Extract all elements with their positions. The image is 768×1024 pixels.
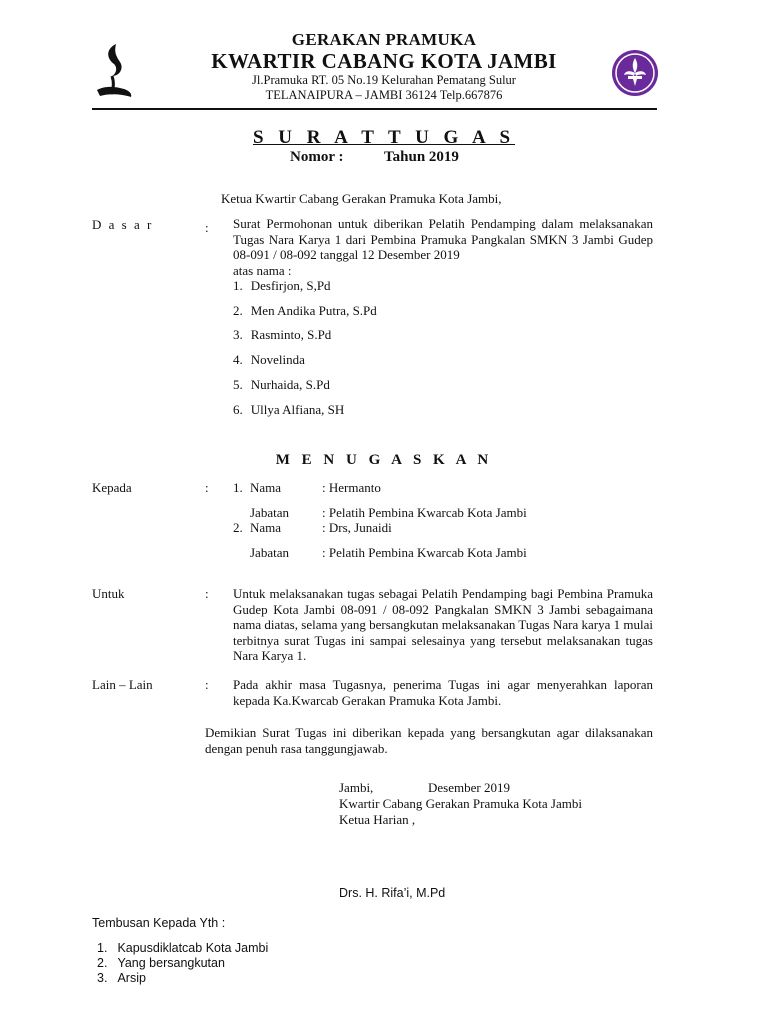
- dasar-label: D a s a r: [92, 217, 154, 232]
- right-logo: [611, 49, 659, 97]
- jabatan-value: : Pelatih Pembina Kwarcab Kota Jambi: [322, 545, 527, 560]
- dasar-text: Surat Permohonan untuk diberikan Pelatih Pendamping dalam melaksanakan Tugas Nara Karya 1 dari Pembina Pramuka Pangkalan SMKN 3 Jambi Gudep 08-091 / 08-092 tanggal 12 Desember 2019: [233, 216, 653, 262]
- name-list-item: 1. Desfirjon, S,Pd: [233, 278, 331, 293]
- nama-label: Nama: [250, 520, 282, 535]
- nama-value: : Drs, Junaidi: [322, 520, 392, 535]
- untuk-label: Untuk: [92, 586, 125, 601]
- nama-value: : Hermanto: [322, 480, 381, 495]
- atas-nama-label: atas nama :: [233, 263, 292, 278]
- closing-paragraph: Demikian Surat Tugas ini diberikan kepada yang bersangkutan agar dilaksanakan dengan penuh rasa tanggungjawab.: [205, 725, 653, 756]
- signature-org: Kwartir Cabang Gerakan Pramuka Kota Jambi: [339, 796, 582, 811]
- person-number: 2.: [233, 520, 243, 535]
- untuk-text: Untuk melaksanakan tugas sebagai Pelatih Pendamping bagi Pembina Pramuka Gudep Kota Jambi 08-091 / 08-092 Pangkalan SMKN 3 Jambi sebagaimana nama diatas, selama yang bersangkutan melaksanakan Tugas Nara karya 1 mulai terbitnya surat Tugas ini sampai selesainya yang tersebut melaksanakan tugas Nara Karya 1.: [233, 586, 653, 663]
- name-list-item: 3. Rasminto, S.Pd: [233, 327, 332, 342]
- jabatan-label: Jabatan: [250, 545, 289, 560]
- tembusan-item: 2. Yang bersangkutan: [97, 956, 225, 970]
- nama-label: Nama: [250, 480, 282, 495]
- nomor-label: Nomor :: [290, 149, 344, 165]
- address-line-2: TELANAIPURA – JAMBI 36124 Telp.667876: [265, 88, 503, 102]
- tembusan-item: 3. Arsip: [97, 971, 146, 985]
- name-list-item: 6. Ullya Alfiana, SH: [233, 402, 345, 417]
- jabatan-value: : Pelatih Pembina Kwarcab Kota Jambi: [322, 505, 527, 520]
- org-line-1: GERAKAN PRAMUKA: [291, 30, 477, 49]
- signature-role: Ketua Harian ,: [339, 812, 416, 827]
- tembusan-title: Tembusan Kepada Yth :: [92, 916, 226, 930]
- address-line-1: Jl.Pramuka RT. 05 No.19 Kelurahan Pematang Sulur: [252, 73, 516, 87]
- jabatan-label: Jabatan: [250, 505, 289, 520]
- signatory-name: Drs. H. Rifa’i, M.Pd: [339, 886, 446, 900]
- opening-line: Ketua Kwartir Cabang Gerakan Pramuka Kota Jambi,: [221, 191, 502, 206]
- lain-lain-text: Pada akhir masa Tugasnya, penerima Tugas ini agar menyerahkan laporan kepada Ka.Kwarcab Gerakan Pramuka Kota Jambi.: [233, 677, 653, 708]
- tembusan-item: 1. Kapusdiklatcab Kota Jambi: [97, 941, 269, 955]
- person-number: 1.: [233, 480, 243, 495]
- name-list-item: 4. Novelinda: [233, 352, 305, 367]
- lain-lain-label: Lain – Lain: [92, 677, 153, 692]
- dasar-colon: :: [205, 220, 209, 235]
- signature-place: Jambi,: [339, 780, 374, 795]
- signature-date: Desember 2019: [428, 780, 510, 795]
- header-divider: [92, 108, 657, 110]
- document-title: S U R A T T U G A S: [252, 127, 516, 148]
- name-list-item: 5. Nurhaida, S.Pd: [233, 377, 330, 392]
- name-list-item: 2. Men Andika Putra, S.Pd: [233, 303, 377, 318]
- world-scout-emblem-icon: [611, 49, 659, 97]
- lain-lain-colon: :: [205, 677, 209, 692]
- menugaskan-heading: M E N U G A S K A N: [275, 452, 493, 468]
- org-line-2: KWARTIR CABANG KOTA JAMBI: [211, 49, 557, 73]
- kepada-label: Kepada: [92, 480, 132, 495]
- kepada-colon: :: [205, 480, 209, 495]
- tahun-label: Tahun 2019: [384, 149, 459, 165]
- untuk-colon: :: [205, 586, 209, 601]
